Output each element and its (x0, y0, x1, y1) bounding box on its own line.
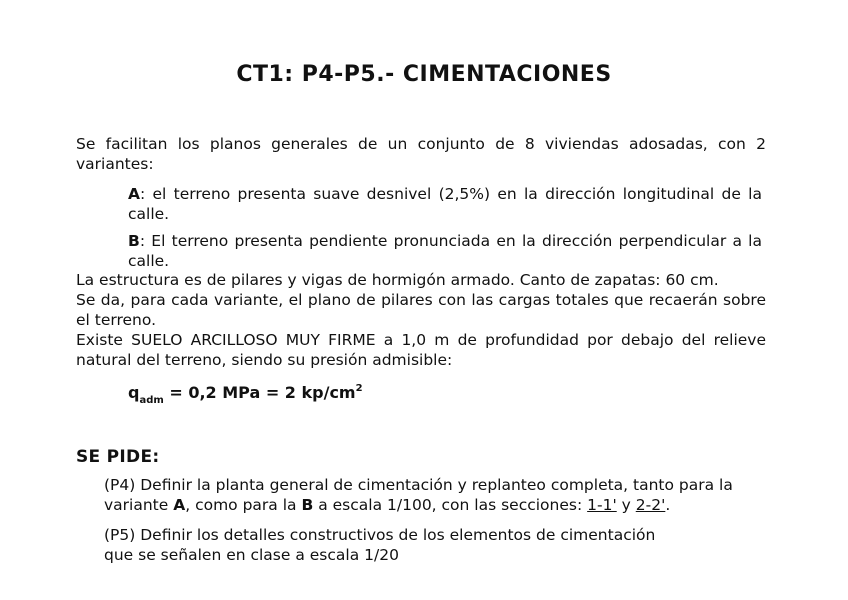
body-paragraphs (76, 270, 766, 370)
p5-line1: (P5) Definir los detalles constructivos de los elementos de cimentación (104, 526, 656, 544)
page-title: CT1: P4-P5.- CIMENTACIONES (236, 62, 612, 87)
formula-expression: = 0,2 MPa = 2 kp/cm (163, 383, 356, 402)
structure-text: La estructura es de pilares y vigas de hormigón armado. Canto de zapatas: 60 cm. (76, 271, 719, 289)
variant-a-letter: A (128, 185, 140, 203)
formula-symbol: q (128, 383, 140, 402)
formula-superscript: 2 (355, 383, 363, 394)
soil-text: Existe SUELO ARCILLOSO MUY FIRME a 1,0 m de profundidad por debajo del relieve natural del terreno, siendo su presión admisible: (76, 331, 766, 369)
p5-line2: que se señalen en clase a escala 1/20 (104, 546, 399, 564)
variant-b (128, 231, 762, 271)
p4-section-1: 1-1' (587, 496, 617, 514)
p4-section-2: 2-2' (635, 496, 666, 514)
p4-part1: (P4) Definir la planta general de cimentación y replanteo completa, tanto para la variante (104, 476, 733, 514)
variant-a (128, 184, 762, 224)
intro-lead: Se facilitan los planos generales de un conjunto de 8 viviendas adosadas, con 2 variantes: (76, 135, 766, 173)
admissible-pressure-formula (128, 383, 363, 406)
p4-part5: . (665, 496, 671, 514)
p4-part4: y (616, 496, 636, 514)
p4-letter-b: B (301, 496, 314, 514)
variant-b-letter: B (128, 232, 140, 250)
p4-part3: a escala 1/100, con las secciones: (313, 496, 588, 514)
variant-a-text: : el terreno presenta suave desnivel (2,5%) en la dirección longitudinal de la calle. (128, 185, 762, 223)
formula-subscript: adm (139, 395, 164, 406)
p4-letter-a: A (173, 496, 186, 514)
requirement-p5 (104, 525, 764, 565)
se-pide-heading: SE PIDE: (76, 447, 160, 467)
p4-part2: , como para la (185, 496, 302, 514)
requirement-p4 (104, 475, 764, 515)
loads-text: Se da, para cada variante, el plano de pilares con las cargas totales que recaerán sobre el terreno. (76, 291, 766, 329)
variant-b-text: : El terreno presenta pendiente pronunciada en la dirección perpendicular a la calle. (128, 232, 762, 270)
